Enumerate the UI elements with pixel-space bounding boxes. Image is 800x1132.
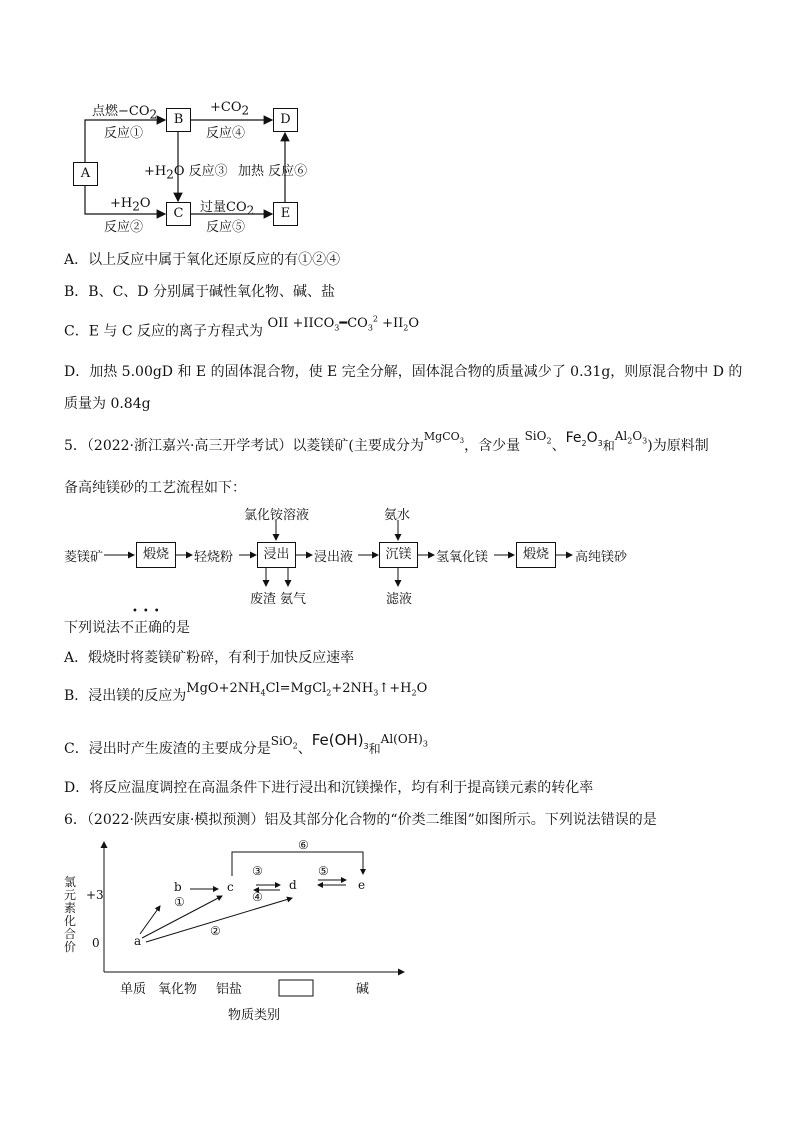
q5-option-a: A．煅烧时将菱镁矿粉碎，有利于加快反应速率 (64, 650, 355, 666)
q5-option-b: B．浸出镁的反应为$MgO+2NH_4Cl=MgCl_2+2NH_3↑+H_2O$ (64, 681, 428, 704)
q6-y-axis-label: 氯元素化合价 (64, 875, 77, 954)
flow-box-leach: 浸出 (257, 542, 296, 568)
x-tick-aluminum-salt: 铝盐 (216, 982, 243, 997)
flow-light-burnt-powder: 轻烧粉 (194, 550, 234, 565)
q5-stem-line1: 5．（2022·浙江嘉兴·高三开学考试）以菱镁矿(主要成分为$^{MgCO_3}$，含少量 SiO$_2$、$Fe_2O_3$和$Al_2O_3$)为原料制 (64, 429, 709, 454)
flow-start: 菱镁矿 (64, 550, 104, 565)
arrow-label-1: ① (174, 895, 185, 909)
y-tick-plus3: +3 (86, 888, 104, 902)
flow-end: 高纯镁砂 (575, 550, 628, 565)
x-tick-oxide: 氧化物 (158, 982, 198, 997)
arrow-label-6: ⑥ (298, 838, 309, 852)
y-tick-0: 0 (92, 936, 100, 950)
arrow-label-5: ⑤ (318, 864, 329, 878)
flow-output-ammonia: 氨气 (280, 592, 307, 607)
flow-magnesium-hydroxide: 氢氧化镁 (436, 550, 489, 565)
reaction-3-label: $+H_2O$ 反应③ (144, 164, 228, 182)
reaction-1-label: 反应① (104, 126, 144, 141)
point-c: c (227, 880, 234, 894)
flow-leachate: 浸出液 (314, 550, 354, 565)
q5-stem-line2: 备高纯镁砂的工艺流程如下： (64, 480, 246, 496)
q4-option-c-formula: OII $+IICO_3━CO_3^2 +II_2O$ (267, 315, 420, 333)
point-d: d (289, 878, 297, 892)
reaction-5-reagent: 过量$CO_2$ (200, 200, 255, 218)
reagent-ammonia-water: 氨水 (384, 508, 411, 523)
q6-stem: 6．（2022·陕西安康·模拟预测）铝及其部分化合物的“价类二维图”如图所示。下列说法错误的是 (64, 812, 657, 828)
reaction-4-label: 反应④ (206, 126, 246, 141)
q4-option-b: B．B、C、D 分别属于碱性氧化物、碱、盐 (64, 284, 335, 300)
flow-box-calcine-1: 煅烧 (136, 542, 176, 568)
reaction-4-reagent: $+CO_2$ (210, 100, 250, 118)
x-tick-element: 单质 (120, 982, 147, 997)
q5-question: 下列说法不正确的是 (64, 620, 190, 636)
reaction-6-label: 加热 反应⑥ (238, 164, 308, 179)
reaction-1-reagent: 点燃$-CO_2$ (92, 104, 158, 122)
reaction-2-label: 反应② (104, 220, 144, 235)
node-c: C (166, 202, 191, 226)
q4-option-d-line2: 质量为 0.84g (64, 396, 151, 412)
flow-output-residue: 废渣 (250, 592, 277, 607)
reaction-5-label: 反应⑤ (206, 220, 246, 235)
flow-box-calcine-2: 煅烧 (516, 542, 556, 568)
q6-x-axis-label: 物质类别 (228, 1008, 281, 1023)
reagent-ammonium-chloride: 氯化铵溶液 (244, 508, 310, 523)
q4-option-d-line1: D．加热 5.00gD 和 E 的固体混合物，使 E 完全分解，固体混合物的质量减少了 0.31g，则原混合物中 D 的 (64, 364, 743, 380)
arrow-label-2: ② (210, 924, 221, 938)
node-a: A (73, 162, 98, 186)
q5-option-c: C．浸出时产生废渣的主要成分是SiO$_2$、$Fe(OH)_3$和$Al(OH)_3$ (64, 731, 428, 757)
q5-option-d: D．将反应温度调控在高温条件下进行浸出和沉镁操作，均有利于提高镁元素的转化率 (64, 780, 594, 796)
flow-output-filtrate: 滤液 (386, 592, 413, 607)
flow-box-precipitate: 沉镁 (379, 542, 418, 568)
reaction-2-reagent: $+H_2O$ (110, 196, 151, 214)
point-e: e (358, 878, 366, 892)
q4-option-a: A．以上反应中属于氧化还原反应的有①②④ (64, 252, 341, 268)
arrow-label-4: ④ (252, 890, 263, 904)
node-b: B (166, 108, 191, 132)
node-d: D (273, 108, 298, 132)
arrow-label-3: ③ (252, 864, 263, 878)
point-a: a (134, 934, 142, 948)
q4-option-c: C．E 与 C 反应的离子方程式为 OII $+IICO_3━CO_3^2 +II_2O$ (64, 315, 420, 340)
node-e: E (273, 202, 298, 226)
point-b: b (174, 880, 182, 894)
emphasis-dots: ••• (132, 606, 165, 617)
x-tick-base: 碱 (356, 982, 370, 997)
q6-chart-svg (0, 830, 800, 1030)
